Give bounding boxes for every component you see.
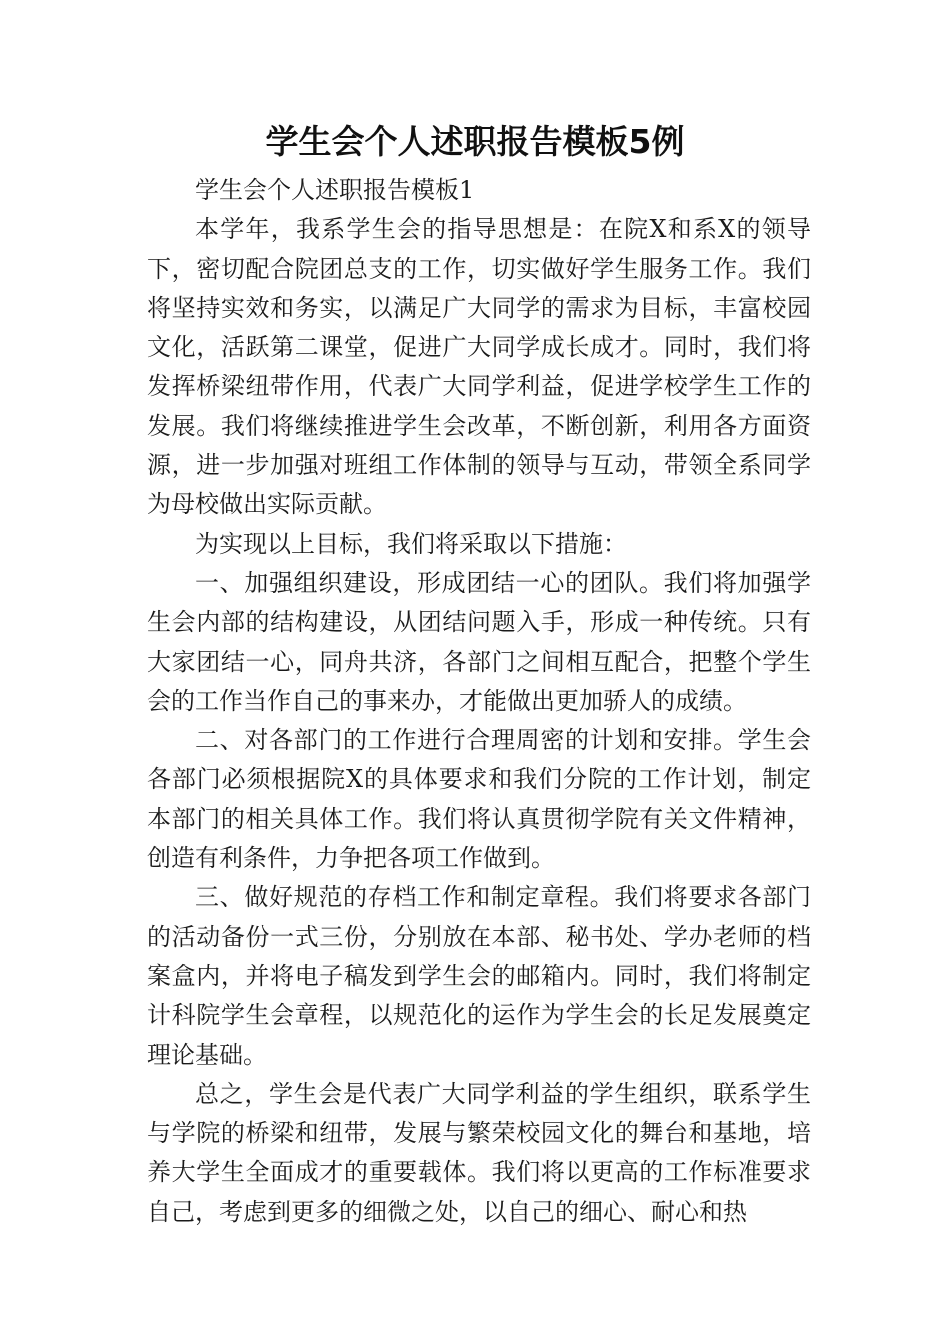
section-heading: 学生会个人述职报告模板1: [195, 176, 475, 204]
paragraph-measure-1: 一、加强组织建设，形成团结一心的团队。我们将加强学生会内部的结构建设，从团结问题入手，形成一种传统。只有大家团结一心，同舟共济，各部门之间相互配合，把整个学生会的工作当作自己的事来办，才能做出更加骄人的成绩。: [147, 568, 811, 715]
paragraph-measure-2: 二、对各部门的工作进行合理周密的计划和安排。学生会各部门必须根据院X的具体要求和我们分院的工作计划，制定本部门的相关具体工作。我们将认真贯彻学院有关文件精神，创造有利条件，力争把各项工作做到。: [147, 726, 811, 873]
document-body: [147, 171, 811, 1232]
paragraph-measure-3: 三、做好规范的存档工作和制定章程。我们将要求各部门的活动备份一式三份，分别放在本部、秘书处、学办老师的档案盒内，并将电子稿发到学生会的邮箱内。同时，我们将制定计科院学生会章程，以规范化的运作为学生会的长足发展奠定理论基础。: [147, 883, 811, 1069]
paragraph-measures-intro: 为实现以上目标，我们将采取以下措施：: [195, 529, 627, 558]
paragraph-summary: 总之，学生会是代表广大同学利益的学生组织，联系学生与学院的桥梁和纽带，发展与繁荣校园文化的舞台和基地，培养大学生全面成才的重要载体。我们将以更高的工作标准要求自己，考虑到更多的细微之处，以自己的细心、耐心和热: [147, 1079, 811, 1226]
document-title: 学生会个人述职报告模板5例: [265, 122, 685, 161]
paragraph-guiding-ideology: 本学年，我系学生会的指导思想是：在院X和系X的领导下，密切配合院团总支的工作，切实做好学生服务工作。我们将坚持实效和务实，以满足广大同学的需求为目标，丰富校园文化，活跃第二课堂，促进广大同学成长成才。同时，我们将发挥桥梁纽带作用，代表广大同学利益，促进学校学生工作的发展。我们将继续推进学生会改革，不断创新，利用各方面资源，进一步加强对班组工作体制的领导与互动，带领全系同学为母校做出实际贡献。: [147, 215, 811, 519]
